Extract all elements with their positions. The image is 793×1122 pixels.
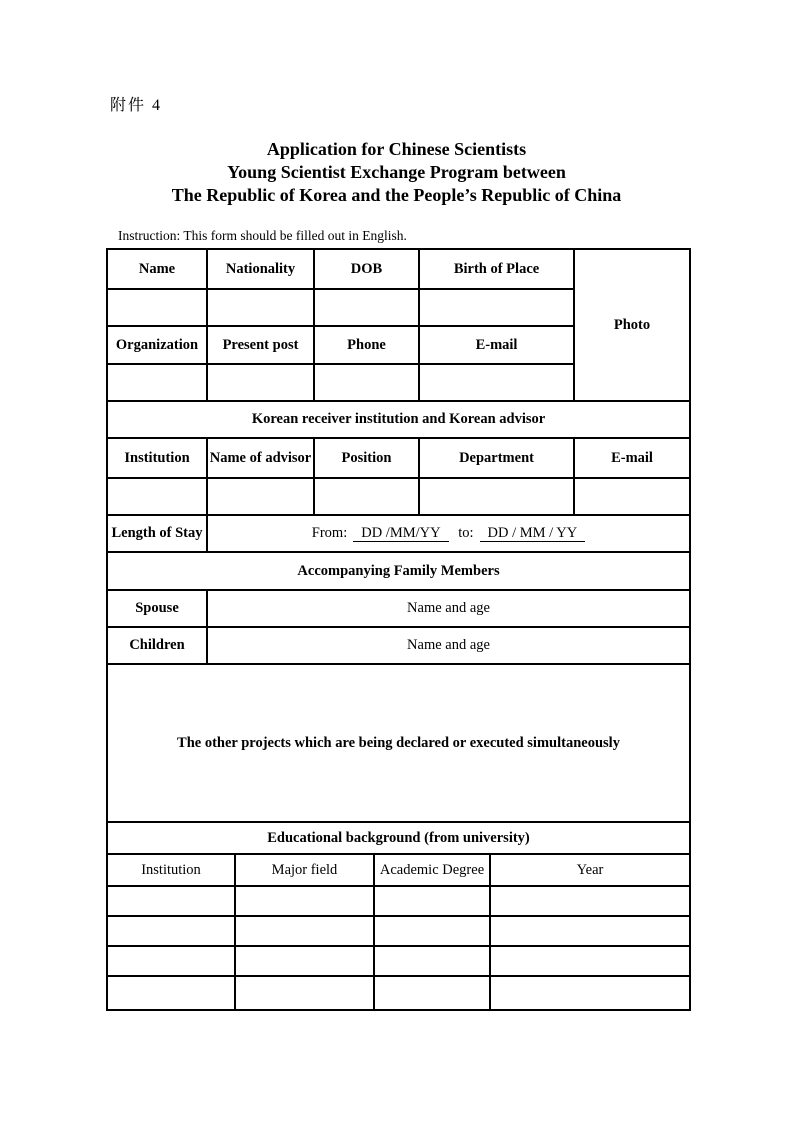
edu-major-field-input-cell[interactable] [235,976,374,1010]
edu-year-input-cell[interactable] [490,916,690,946]
dob-header-cell: DOB [314,249,419,289]
advisor-name-input-cell[interactable] [207,478,314,515]
edu-year-input-cell[interactable] [490,886,690,916]
children-label: Children [107,627,207,664]
birth-place-header-cell: Birth of Place [419,249,574,289]
to-date-field[interactable]: DD / MM / YY [480,525,586,542]
children-input-cell[interactable]: Name and age [207,627,690,664]
korean-section-header: Korean receiver institution and Korean advisor [107,401,690,438]
edu-academic-degree-header-cell: Academic Degree [374,854,490,886]
advisor-name-header-cell: Name of advisor [207,438,314,478]
edu-academic-degree-input-cell[interactable] [374,886,490,916]
edu-institution-input-cell[interactable] [107,916,235,946]
nationality-header-cell: Nationality [207,249,314,289]
edu-major-field-header-cell: Major field [235,854,374,886]
organization-header-cell: Organization [107,326,207,364]
phone-input-cell[interactable] [314,364,419,401]
application-form-table [106,248,691,1011]
edu-major-field-input-cell[interactable] [235,886,374,916]
attachment-label: 附件 4 [110,97,163,114]
name-header-cell: Name [107,249,207,289]
edu-institution-input-cell[interactable] [107,886,235,916]
organization-input-cell[interactable] [107,364,207,401]
present-post-header-cell: Present post [207,326,314,364]
title-line-1: Application for Chinese Scientists [266,139,527,159]
advisor-email-header-cell: E-mail [574,438,690,478]
family-section-header: Accompanying Family Members [107,552,690,590]
spouse-label: Spouse [107,590,207,627]
title-line-3: The Republic of Korea and the People’s Republic of China [171,185,622,205]
education-section-header: Educational background (from university) [107,822,690,854]
email-header-cell: E-mail [419,326,574,364]
length-of-stay-label: Length of Stay [107,515,207,552]
spouse-input-cell[interactable]: Name and age [207,590,690,627]
edu-year-header-cell: Year [490,854,690,886]
email-input-cell[interactable] [419,364,574,401]
institution-header-cell: Institution [107,438,207,478]
present-post-input-cell[interactable] [207,364,314,401]
to-label: to: [458,525,474,541]
advisor-email-input-cell[interactable] [574,478,690,515]
photo-box[interactable]: Photo [574,249,690,401]
other-projects-input-cell[interactable]: The other projects which are being declared or executed simultaneously [107,664,690,822]
length-of-stay-value-cell[interactable] [207,515,690,552]
department-input-cell[interactable] [419,478,574,515]
nationality-input-cell[interactable] [207,289,314,326]
edu-major-field-input-cell[interactable] [235,916,374,946]
birth-place-input-cell[interactable] [419,289,574,326]
department-header-cell: Department [419,438,574,478]
edu-academic-degree-input-cell[interactable] [374,946,490,976]
position-header-cell: Position [314,438,419,478]
page-title [0,138,793,207]
name-input-cell[interactable] [107,289,207,326]
instruction-text: Instruction: This form should be filled out in English. [118,228,407,243]
from-label: From: [311,525,348,541]
position-input-cell[interactable] [314,478,419,515]
edu-major-field-input-cell[interactable] [235,946,374,976]
from-date-field[interactable]: DD /MM/YY [353,525,448,542]
edu-year-input-cell[interactable] [490,946,690,976]
dob-input-cell[interactable] [314,289,419,326]
edu-academic-degree-input-cell[interactable] [374,976,490,1010]
title-line-2: Young Scientist Exchange Program between [227,162,566,182]
edu-institution-header-cell: Institution [107,854,235,886]
edu-institution-input-cell[interactable] [107,976,235,1010]
edu-academic-degree-input-cell[interactable] [374,916,490,946]
edu-year-input-cell[interactable] [490,976,690,1010]
edu-institution-input-cell[interactable] [107,946,235,976]
institution-input-cell[interactable] [107,478,207,515]
phone-header-cell: Phone [314,326,419,364]
